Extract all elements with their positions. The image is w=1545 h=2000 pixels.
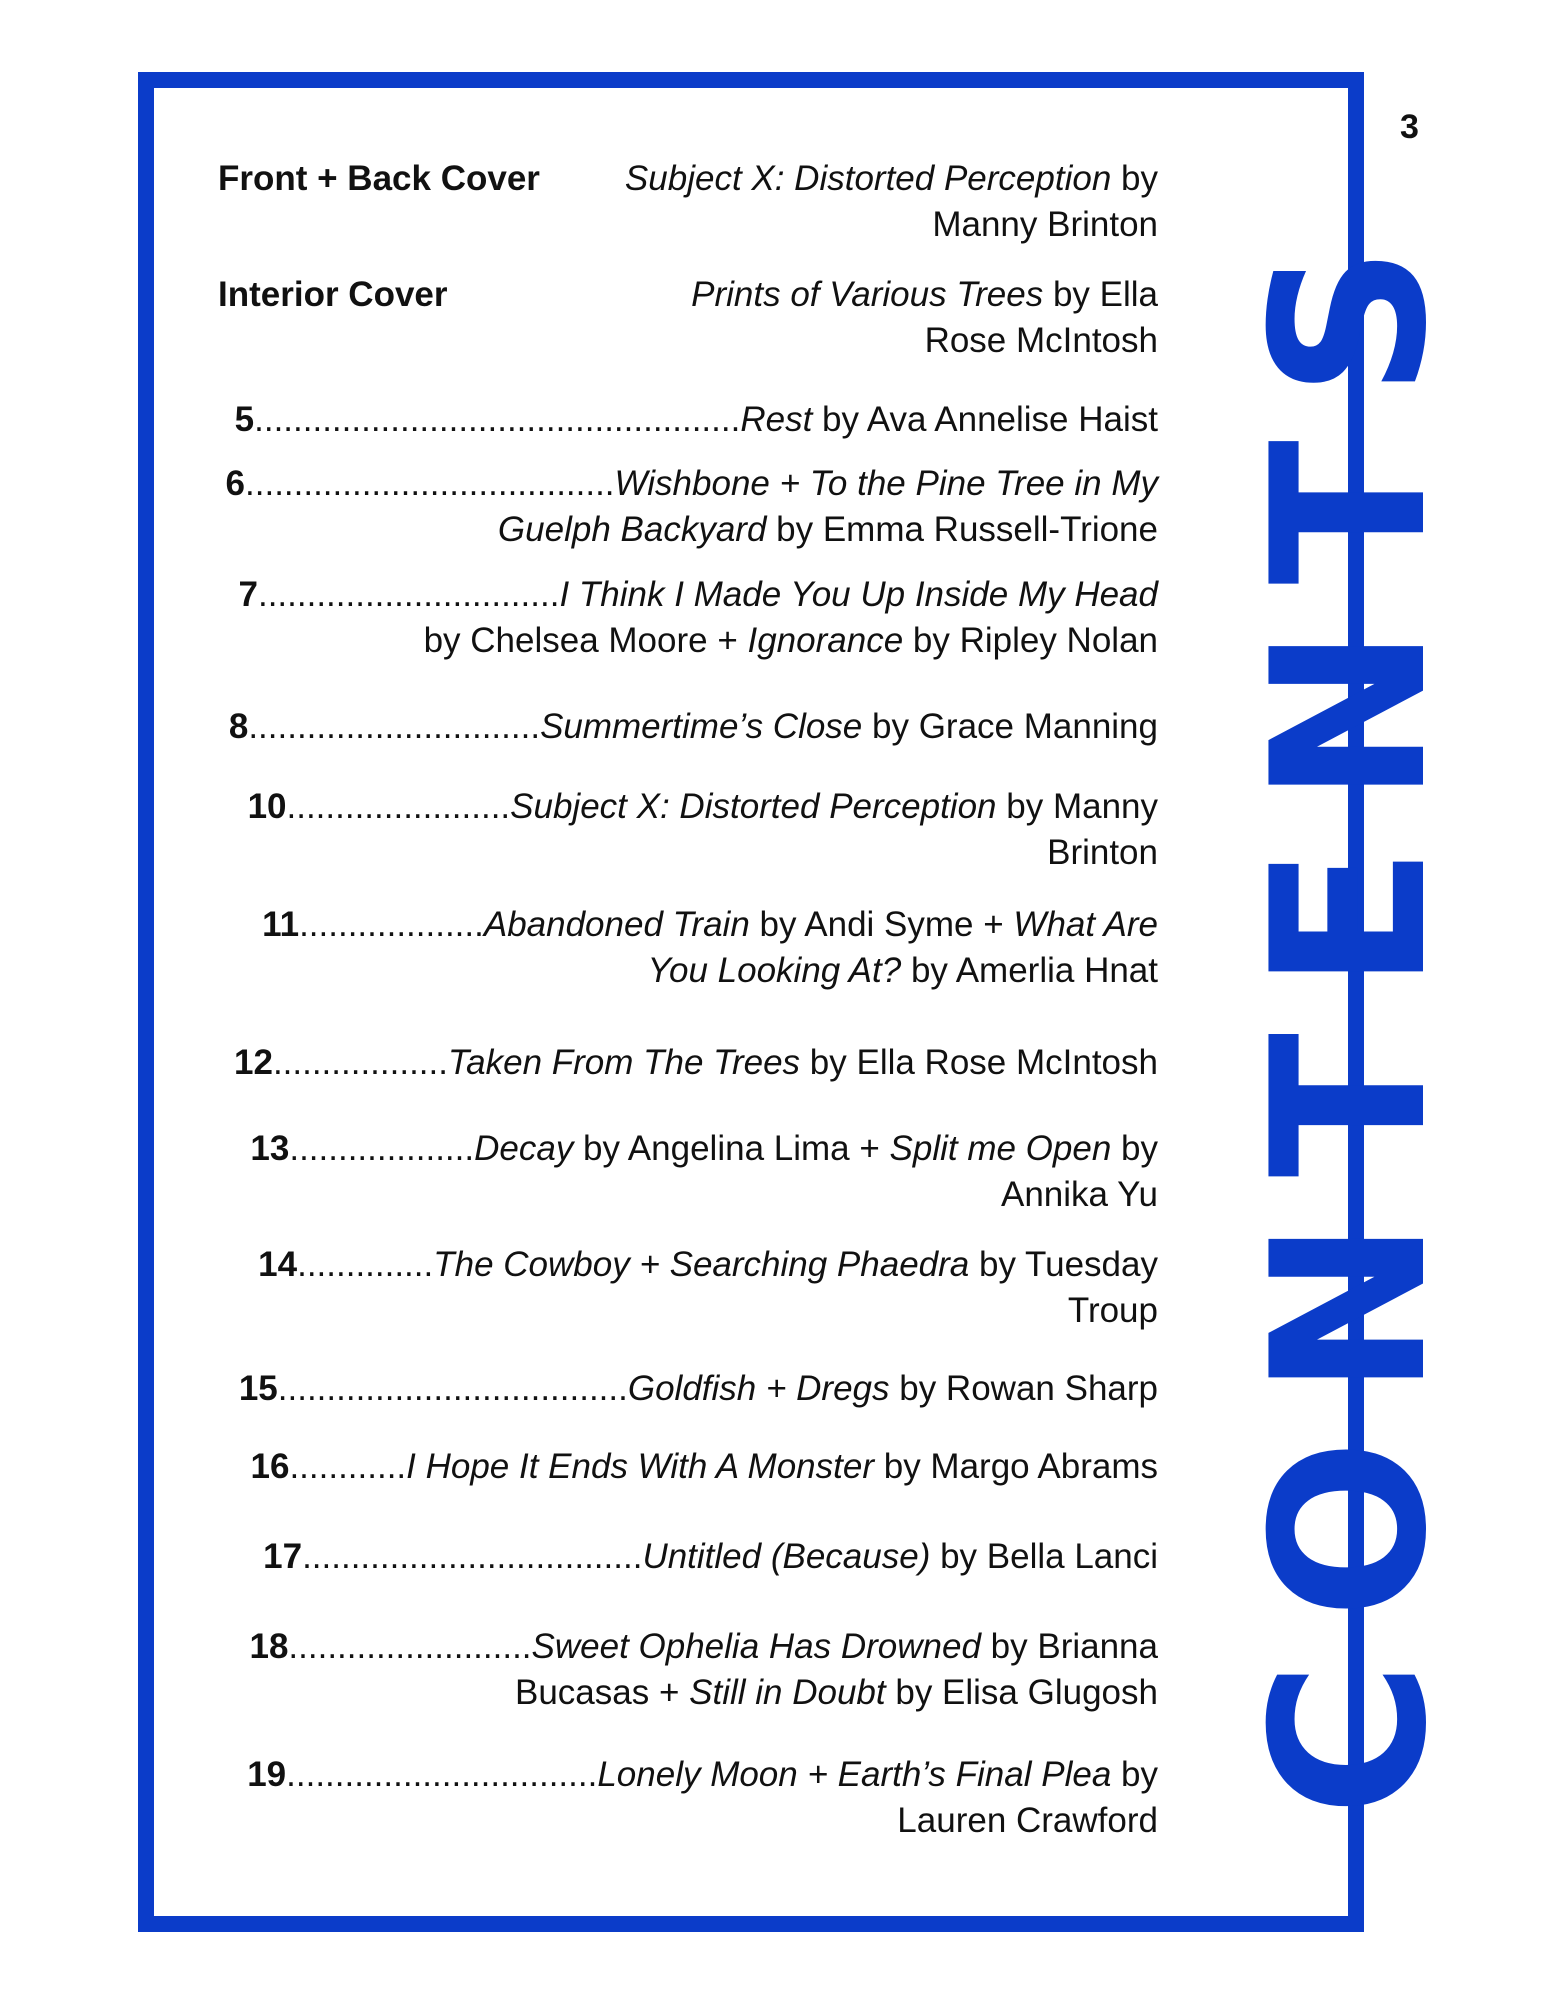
toc-title: Sweet Ophelia Has Drowned xyxy=(531,1627,981,1666)
toc-page-number: 7 xyxy=(238,575,258,614)
toc-title: Subject X: Distorted Perception xyxy=(510,787,997,826)
toc-title: Abandoned Train xyxy=(483,905,750,944)
toc-title: Still in Doubt xyxy=(689,1673,886,1712)
toc-leader-dots: .............................. xyxy=(248,707,541,746)
toc-title: Summertime’s Close xyxy=(540,707,863,746)
toc-byline: by Ella Rose McIntosh xyxy=(800,1043,1158,1082)
toc-byline: by Amerlia Hnat xyxy=(901,951,1158,990)
contents-heading: CONTENTS xyxy=(1226,203,1473,1817)
toc-entry xyxy=(218,1534,1158,1580)
toc-entry xyxy=(218,461,1158,553)
toc-leader-dots: ....................... xyxy=(286,787,511,826)
toc-leader-dots: ............ xyxy=(289,1447,407,1486)
toc-byline: by Bella Lanci xyxy=(930,1537,1158,1576)
toc-byline: by Andi Syme + xyxy=(749,905,1014,944)
cover-label: Interior Cover xyxy=(218,275,448,314)
toc-leader-dots: ............................... xyxy=(257,575,560,614)
toc-byline: by Grace Manning xyxy=(862,707,1158,746)
toc-title: What Are You Looking At? xyxy=(647,905,1158,990)
toc-title: Wishbone + To the Pine Tree in My Guelph Backyard xyxy=(497,464,1158,549)
toc-page-number: 15 xyxy=(238,1369,278,1408)
toc-page-number: 18 xyxy=(249,1627,289,1666)
toc-byline: by Ripley Nolan xyxy=(903,621,1158,660)
toc-title: Decay xyxy=(474,1129,574,1168)
toc-leader-dots: .................................................. xyxy=(254,400,741,439)
toc-byline: by Emma Russell-Trione xyxy=(766,510,1158,549)
toc-entry xyxy=(218,1444,1158,1490)
toc-leader-dots: .................................... xyxy=(277,1369,628,1408)
toc-title: Ignorance xyxy=(747,621,904,660)
toc-page-number: 8 xyxy=(228,707,249,746)
toc-byline: by Chelsea Moore + xyxy=(423,621,748,660)
toc-title: Taken From The Trees xyxy=(447,1043,801,1082)
toc-entry xyxy=(218,572,1158,664)
toc-byline: by Lauren Crawford xyxy=(897,1755,1158,1840)
toc-title: Lonely Moon + Earth’s Final Plea xyxy=(597,1755,1112,1794)
toc-byline: by Annika Yu xyxy=(1001,1129,1158,1214)
toc-page-number: 19 xyxy=(247,1755,287,1794)
toc-title: Untitled (Because) xyxy=(642,1537,931,1576)
toc-entry xyxy=(218,1040,1158,1086)
toc-title: Split me Open xyxy=(889,1129,1112,1168)
toc-entry xyxy=(218,1752,1158,1844)
toc-entry xyxy=(218,1242,1158,1334)
toc-entry xyxy=(218,397,1158,443)
cover-byline: by Manny Brinton xyxy=(932,159,1158,244)
toc-leader-dots: ...................................... xyxy=(245,464,615,503)
toc-entry xyxy=(218,784,1158,876)
toc-title: I Think I Made You Up Inside My Head xyxy=(559,575,1158,614)
toc-byline: by Ava Annelise Haist xyxy=(812,400,1158,439)
cover-entry-front-back xyxy=(218,156,1158,248)
cover-label: Front + Back Cover xyxy=(218,159,540,198)
toc-byline: by Angelina Lima + xyxy=(573,1129,890,1168)
toc-leader-dots: ................................ xyxy=(286,1755,598,1794)
toc-page-number: 17 xyxy=(263,1537,303,1576)
toc-entry xyxy=(218,704,1158,750)
cover-byline: by Ella Rose McIntosh xyxy=(924,275,1158,360)
toc-page-number: 6 xyxy=(225,464,246,503)
toc-leader-dots: ......................... xyxy=(288,1627,532,1666)
toc-byline: by Brianna Bucasas + xyxy=(515,1627,1158,1712)
toc-title: I Hope It Ends With A Monster xyxy=(406,1447,874,1486)
toc-leader-dots: ................... xyxy=(289,1129,475,1168)
cover-title: Subject X: Distorted Perception xyxy=(624,159,1112,198)
toc-page-number: 5 xyxy=(234,400,255,439)
toc-page-number: 10 xyxy=(247,787,287,826)
toc-entry xyxy=(218,1366,1158,1412)
toc-byline: by Margo Abrams xyxy=(874,1447,1158,1486)
page-number: 3 xyxy=(1400,108,1419,146)
toc-leader-dots: ................... xyxy=(299,905,484,944)
toc-leader-dots: .................. xyxy=(272,1043,448,1082)
toc-leader-dots: ................................... xyxy=(302,1537,643,1576)
toc-entry xyxy=(218,902,1158,994)
toc-title: Goldfish + Dregs xyxy=(627,1369,890,1408)
cover-entry-interior xyxy=(218,272,1158,364)
toc-page-number: 11 xyxy=(262,905,300,944)
toc-entry xyxy=(218,1624,1158,1716)
toc-byline: by Manny Brinton xyxy=(996,787,1158,872)
toc-title: The Cowboy + Searching Phaedra xyxy=(433,1245,970,1284)
toc-page-number: 12 xyxy=(234,1043,273,1082)
toc-page-number: 13 xyxy=(250,1129,290,1168)
cover-title: Prints of Various Trees xyxy=(691,275,1044,314)
toc-title: Rest xyxy=(740,400,813,439)
toc-byline: by Elisa Glugosh xyxy=(885,1673,1158,1712)
toc-entry xyxy=(218,1126,1158,1218)
toc-byline: by Tuesday Troup xyxy=(969,1245,1158,1330)
toc-leader-dots: .............. xyxy=(297,1245,434,1284)
toc-page-number: 16 xyxy=(250,1447,290,1486)
toc-page-number: 14 xyxy=(258,1245,298,1284)
toc-byline: by Rowan Sharp xyxy=(889,1369,1158,1408)
